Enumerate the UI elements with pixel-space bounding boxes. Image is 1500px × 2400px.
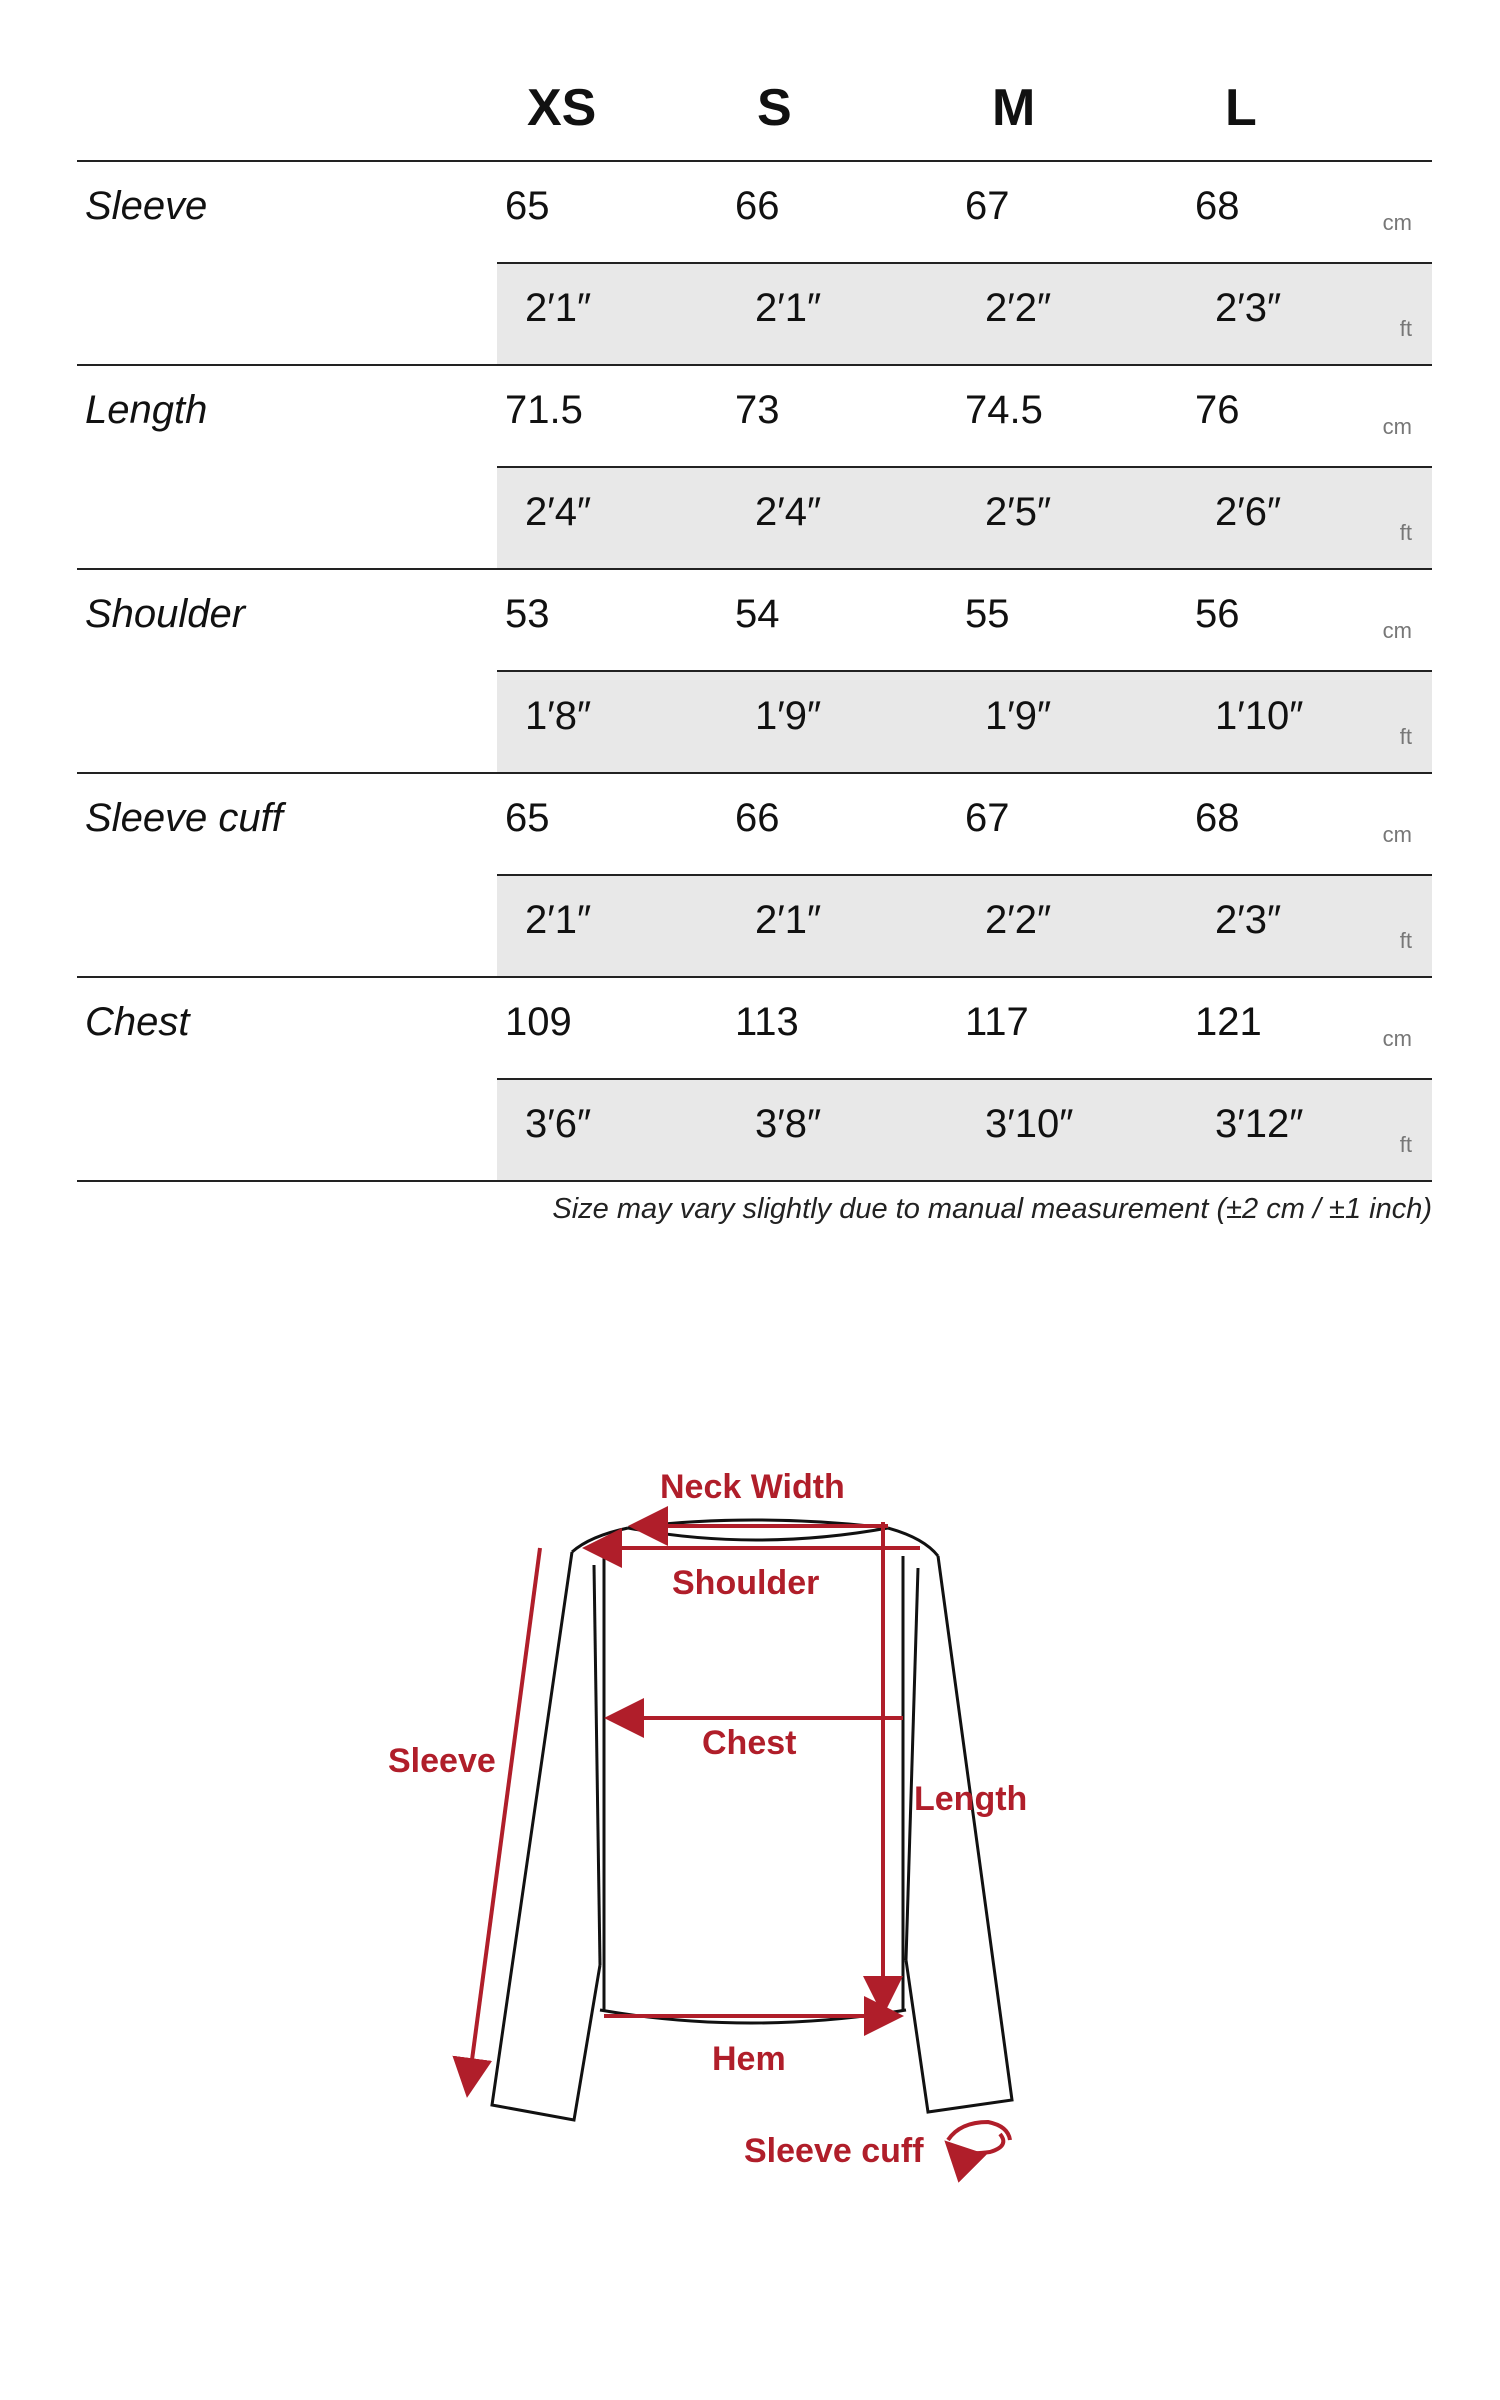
ft-row: [497, 1080, 1432, 1180]
value-cell: 55: [965, 592, 1010, 636]
ft-row: [497, 876, 1432, 976]
value-cell: 113: [735, 1000, 799, 1044]
measurement-group-sleeve: [77, 162, 1432, 366]
cm-row: [497, 162, 1432, 264]
size-header-xs: XS: [527, 79, 597, 137]
value-cell: 76: [1195, 388, 1240, 432]
label-hem: Hem: [712, 2040, 786, 2078]
value-cell: 68: [1195, 796, 1240, 840]
value-cell: 2′6″: [1215, 490, 1282, 534]
value-cell: 71.5: [505, 388, 583, 432]
measurement-label: Length: [85, 388, 208, 432]
measurement-label: Sleeve cuff: [85, 796, 283, 840]
value-cell: 2′2″: [985, 898, 1052, 942]
cm-row: [497, 774, 1432, 876]
value-cell: 66: [735, 184, 780, 228]
measurement-label: Sleeve: [85, 184, 208, 228]
label-length: Length: [914, 1780, 1028, 1818]
value-cell: 67: [965, 184, 1010, 228]
ft-row: [497, 264, 1432, 364]
value-cell: 68: [1195, 184, 1240, 228]
size-header-s: S: [757, 79, 792, 137]
right-sleeve-seam: [906, 1568, 918, 1960]
value-cell: 3′10″: [985, 1102, 1074, 1146]
left-sleeve-seam: [594, 1565, 600, 1965]
unit-label-cm: cm: [1382, 1026, 1412, 1051]
sweater-outline: [492, 1520, 1012, 2120]
unit-label-ft: ft: [1399, 1132, 1412, 1157]
label-sleeve-cuff: Sleeve cuff: [744, 2132, 924, 2170]
cm-row: [497, 366, 1432, 468]
sweater-diagram-svg: [0, 1400, 1500, 2200]
ft-row: [497, 468, 1432, 568]
value-cell: 3′6″: [525, 1102, 592, 1146]
unit-label-cm: cm: [1382, 822, 1412, 847]
value-cell: 2′2″: [985, 286, 1052, 330]
measurement-group-shoulder: [77, 570, 1432, 774]
value-cell: 3′8″: [755, 1102, 822, 1146]
right-sleeve: [906, 1556, 1012, 2112]
unit-label-cm: cm: [1382, 210, 1412, 235]
measurement-label: Shoulder: [85, 592, 246, 636]
unit-label-ft: ft: [1399, 928, 1412, 953]
value-cell: 2′4″: [755, 490, 822, 534]
measurement-label: Chest: [85, 1000, 190, 1044]
unit-label-ft: ft: [1399, 520, 1412, 545]
size-chart-table: [77, 60, 1432, 1182]
value-cell: 54: [735, 592, 780, 636]
garment-measurement-diagram: [0, 1400, 1500, 2200]
label-sleeve: Sleeve: [388, 1742, 496, 1780]
sleeve-arrow: [468, 1548, 540, 2090]
measurement-group-sleeve-cuff: [77, 774, 1432, 978]
right-shoulder: [888, 1528, 938, 1556]
cm-row: [497, 570, 1432, 672]
value-cell: 3′12″: [1215, 1102, 1304, 1146]
unit-label-cm: cm: [1382, 414, 1412, 439]
value-cell: 56: [1195, 592, 1240, 636]
measurement-group-length: [77, 366, 1432, 570]
measurement-note: Size may vary slightly due to manual measurement (±2 cm / ±1 inch): [552, 1193, 1432, 1225]
value-cell: 74.5: [965, 388, 1043, 432]
value-cell: 66: [735, 796, 780, 840]
value-cell: 2′1″: [755, 286, 822, 330]
value-cell: 2′5″: [985, 490, 1052, 534]
ft-row: [497, 672, 1432, 772]
value-cell: 1′10″: [1215, 694, 1304, 738]
value-cell: 1′9″: [755, 694, 822, 738]
measurement-group-chest: [77, 978, 1432, 1182]
label-chest: Chest: [702, 1724, 797, 1762]
size-header-row: [77, 60, 1432, 162]
unit-label-cm: cm: [1382, 618, 1412, 643]
value-cell: 2′3″: [1215, 898, 1282, 942]
value-cell: 53: [505, 592, 550, 636]
left-sleeve: [492, 1552, 600, 2120]
label-neck-width: Neck Width: [660, 1468, 845, 1506]
value-cell: 2′4″: [525, 490, 592, 534]
value-cell: 67: [965, 796, 1010, 840]
size-header-m: M: [992, 79, 1036, 137]
value-cell: 65: [505, 796, 550, 840]
size-header-l: L: [1225, 79, 1257, 137]
unit-label-ft: ft: [1399, 316, 1412, 341]
cm-row: [497, 978, 1432, 1080]
sleeve-cuff-arrow: [950, 2134, 1003, 2153]
value-cell: 1′8″: [525, 694, 592, 738]
neckline-front: [628, 1528, 888, 1540]
value-cell: 2′1″: [525, 286, 592, 330]
value-cell: 2′3″: [1215, 286, 1282, 330]
label-shoulder: Shoulder: [672, 1564, 820, 1602]
value-cell: 121: [1195, 1000, 1262, 1044]
value-cell: 2′1″: [755, 898, 822, 942]
value-cell: 73: [735, 388, 780, 432]
value-cell: 117: [965, 1000, 1029, 1044]
value-cell: 2′1″: [525, 898, 592, 942]
unit-label-ft: ft: [1399, 724, 1412, 749]
value-cell: 65: [505, 184, 550, 228]
value-cell: 109: [505, 1000, 572, 1044]
value-cell: 1′9″: [985, 694, 1052, 738]
